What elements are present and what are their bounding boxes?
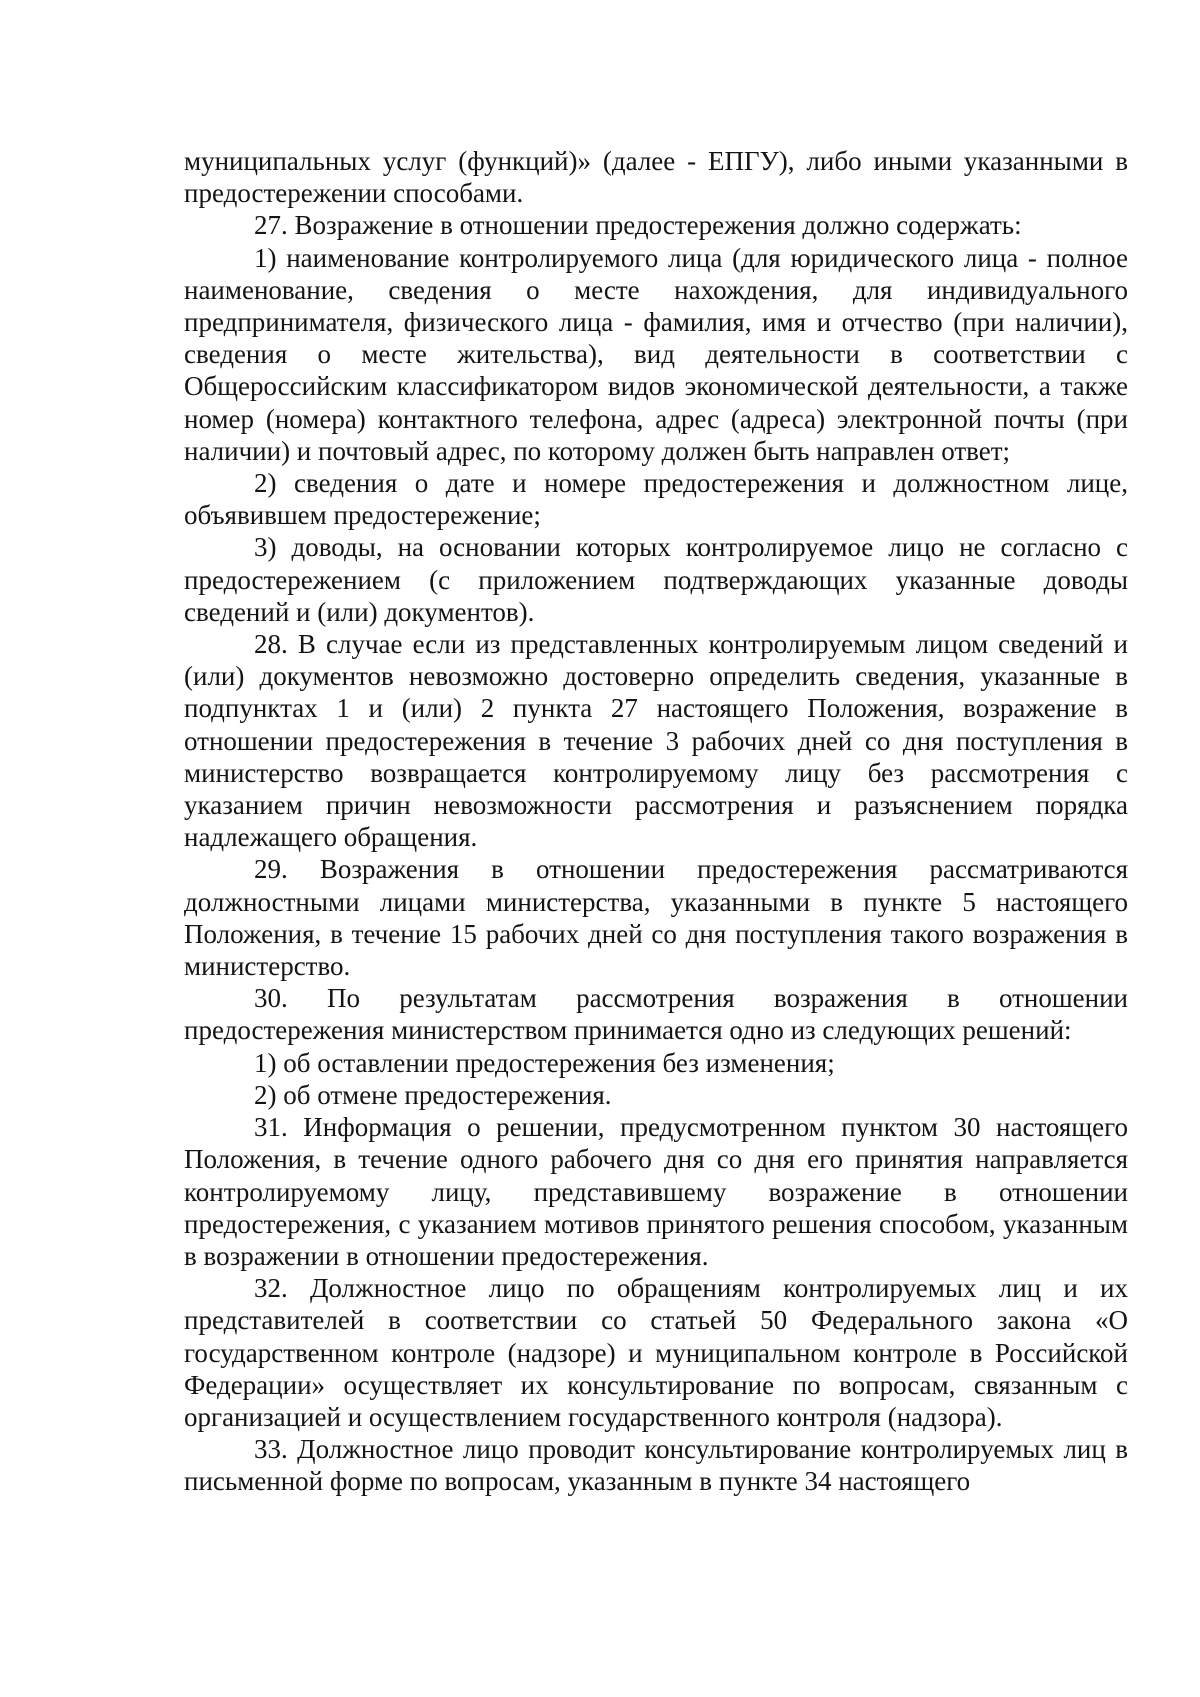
paragraph-27-item-1: 1) наименование контролируемого лица (для юридического лица - полное наименование, сведения о месте нахождения, для индивидуального предпринимателя, физического лица - фамилия, имя и отчество (при наличии), сведения о месте жительства), вид деятельности в соответствии с Общероссийским классификатором видов экономической деятельности, а также номер (номера) контактного телефона, адрес (адреса) электронной почты (при наличии) и почтовый адрес, по которому должен быть направлен ответ; [184, 242, 1128, 466]
paragraph-27: 27. Возражение в отношении предостережения должно содержать: [254, 210, 1022, 241]
paragraph-30: 30. По результатам рассмотрения возражения в отношении предостережения министерством принимается одно из следующих решений: [184, 983, 1128, 1046]
paragraph-27-item-2: 2) сведения о дате и номере предостережения и должностном лице, объявившем предостережение; [184, 468, 1128, 531]
paragraph-32: 32. Должностное лицо по обращениям контролируемых лиц и их представителей в соответствии со статьей 50 Федерального закона «О государственном контроле (надзоре) и муниципальном контроле в Российской Федерации» осуществляет их консультирование по вопросам, связанным с организацией и осуществлением государственного контроля (надзора). [184, 1273, 1128, 1432]
paragraph-27-item-3: 3) доводы, на основании которых контролируемое лицо не согласно с предостережением (с приложением подтверждающих указанные доводы сведений и (или) документов). [184, 532, 1128, 627]
paragraph-30-item-1: 1) об оставлении предостережения без изменения; [254, 1047, 835, 1078]
paragraph-30-item-2: 2) об отмене предостережения. [254, 1079, 612, 1110]
paragraph-continuation: муниципальных услуг (функций)» (далее - ЕПГУ), либо иными указанными в предостережении способами. [184, 146, 1128, 209]
paragraph-31: 31. Информация о решении, предусмотренном пунктом 30 настоящего Положения, в течение одного рабочего дня со дня его принятия направляется контролируемому лицу, представившему возражение в отношении предостережения, с указанием мотивов принятого решения способом, указанным в возражении в отношении предостережения. [184, 1112, 1128, 1271]
paragraph-33: 33. Должностное лицо проводит консультирование контролируемых лиц в письменной форме по вопросам, указанным в пункте 34 настоящего [184, 1434, 1128, 1497]
paragraph-28: 28. В случае если из представленных контролируемым лицом сведений и (или) документов невозможно достоверно определить сведения, указанные в подпунктах 1 и (или) 2 пункта 27 настоящего Положения, возражение в отношении предостережения в течение 3 рабочих дней со дня поступления в министерство возвращается контролируемому лицу без рассмотрения с указанием причин невозможности рассмотрения и разъяснением порядка надлежащего обращения. [184, 629, 1128, 853]
document-body [184, 145, 1128, 1498]
paragraph-29: 29. Возражения в отношении предостережения рассматриваются должностными лицами министерства, указанными в пункте 5 настоящего Положения, в течение 15 рабочих дней со дня поступления такого возражения в министерство. [184, 854, 1128, 982]
